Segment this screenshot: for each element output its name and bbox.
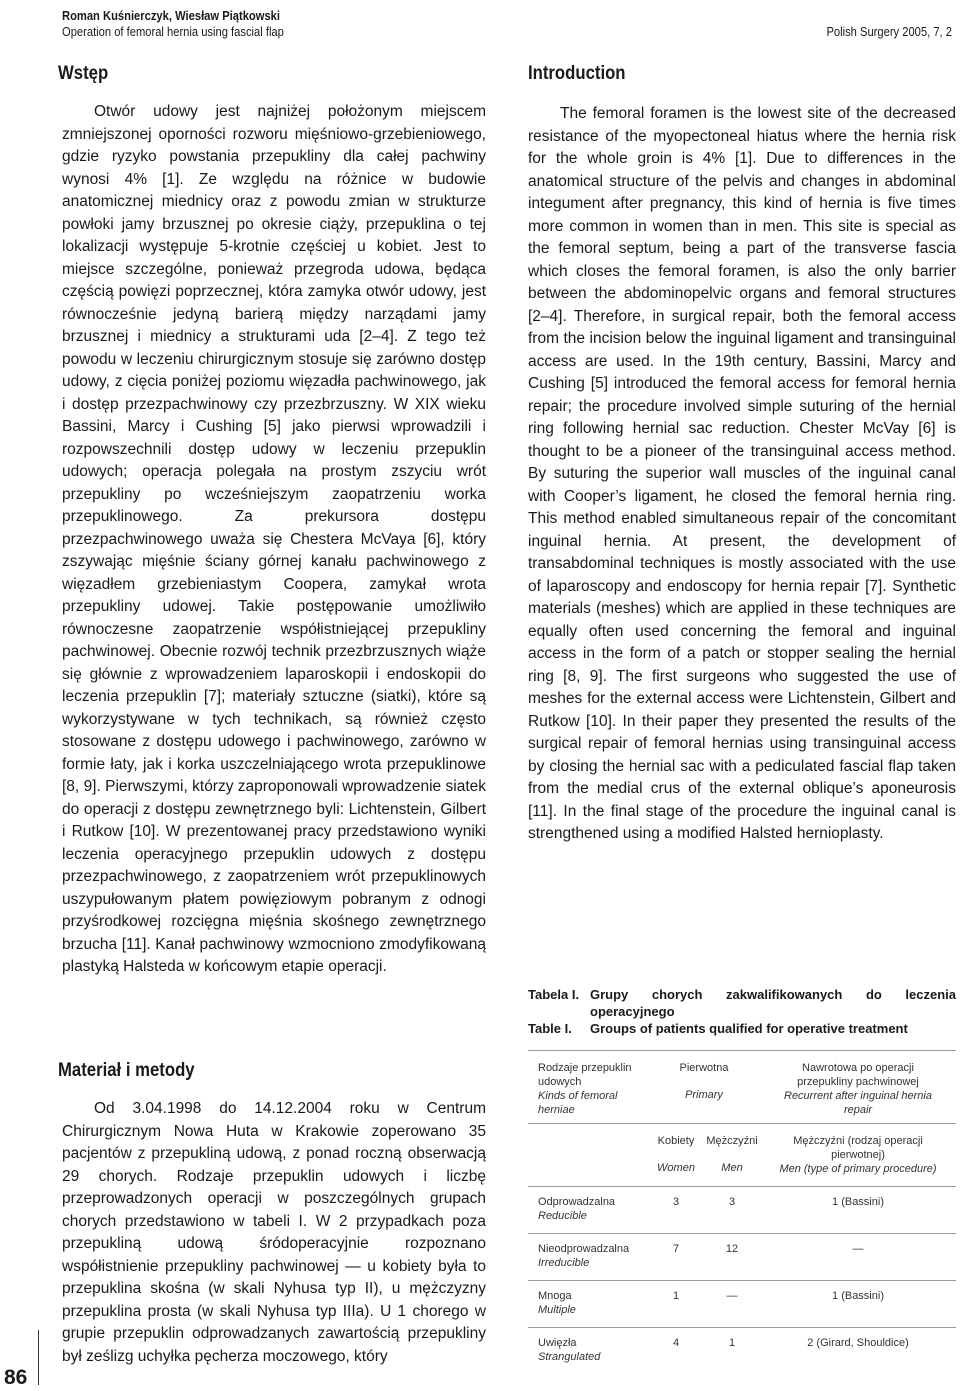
paragraph: Od 3.04.1998 do 14.12.2004 roku w Centrum Chirurgicznym Nowa Huta w Krakowie zoperowano 35 pacjentów z przepukliną udową, z ponad roczną obserwacją 29 chorych. Rodzaje przepuklin udowych i liczbę przeprowadzonych operacji w poszczególnych grupach chorych przedstawiono w tabeli I. W 2 przypadkach poza przepukliną udową śródoperacyjnie rozpoznano współistnienie przepukliny pachwinowej — u kobiety była to przepuklina skośna (w skali Nyhusa typ II), u mężczyzny przepuklina prosta (w skali Nyhusa typ IIIa). U 1 chorego w grupie przepuklin odprowadzanych zawartością przepukliny był ześlizg uchyłka pęcherza moczowego, który: [62, 1100, 486, 1365]
row-women: 7: [672, 1243, 680, 1255]
header-men: [704, 1134, 760, 1175]
row-recurrent: —: [852, 1243, 864, 1255]
table-header-row: [528, 1050, 956, 1123]
row-men: 12: [725, 1243, 739, 1255]
header-authors: Roman Kuśnierczyk, Wiesław Piątkowski: [62, 8, 280, 23]
row-women: 4: [672, 1337, 680, 1349]
row-kind-en: Multiple: [538, 1304, 576, 1316]
caption-text-pl: Grupy chorych zakwalifikowanych do leczenia operacyjnego: [590, 987, 956, 1019]
header-women-pl: Kobiety: [657, 1135, 695, 1147]
header-title: Operation of femoral hernia using fascial flap: [62, 24, 284, 39]
row-recurrent: 1 (Bassini): [832, 1196, 884, 1208]
header-primary-en: Primary: [685, 1089, 723, 1101]
row-kind: [538, 1195, 648, 1223]
paragraph: Otwór udowy jest najniżej położonym miejscem zmniejszonej oporności rozworu mięśniowo-grzebieniowego, gdzie ryzyko powstania przepukliny dla całej pachwiny wynosi 4% [1]. Ze względu na różnice w budowie anatomicznej miednicy oraz z powodu zmian w strukturze powłoki jamy brzusznej po okresie ciąży, przepuklina o tej lokalizacji występuje 5-krotnie częściej u kobiet. Jest to miejsce szczególne, ponieważ przegroda udowa, będąca częścią powięzi poprzecznej, która zamyka otwór udowy, jest równocześnie jedyną barierą między narządami jamy brzusznej i miednicy a strukturami uda [2–4]. Z tego też powodu w leczeniu chirurgicznym stosuje się zarówno dostęp udowy, z cięcia poniżej poziomu więzadła pachwinowego, jak i dostęp przezpachwinowy czy przezbrzuszny. W XIX wieku Bassini, Marcy i Cushing [5] jako pierwsi wprowadzili i rozpowszechnili dostęp udowy w leczeniu przepuklin udowych; operacja polegała na prostym zszyciu wrót przepukliny po wcześniejszym zaopatrzeniu worka przepuklinowego. Za prekursora dostępu przezpachwinowego uważa się Chestera McVaya [6], który zszywając mięśnie ściany górnej kanału pachwinowego z więzadłem grzebieniastym Coopera, zamykał wrota przepukliny udowej. Takie postępowanie umożliwiło równoczesne zaopatrzenie współistniejącej przepukliny pachwinowej. Obecnie rozwój technik przezbrzusznych wiąże się głównie z wprowadzeniem laparoskopii i endoskopii do leczenia przepuklin [7]; materiały sztuczne (siatki), które są wykorzystywane w tych technikach, są również często stosowane z dostępu udowego i pachwinowego, zarówno w formie łaty, jak i korka uszczelniającego wrota przepuklinowe [8, 9]. Pierwszymi, którzy zaproponowali wprowadzenie siatek do operacji z dostępu zewnętrznego byli: Lichtenstein, Gilbert i Rutkow [10]. W prezentowanej pracy przedstawiono wyniki leczenia operacyjnego przepuklin udowych z dostępu przezpachwinowego, z zaopatrzeniem wrót przepuklinowych uszypułowanym płatem powięziowym pobranym z odnogi przyśrodkowej rozcięgna mięśnia skośnego zewnętrznego brzucha [11]. Kanał pachwinowy wzmocniono zmodyfikowaną plastyką Halsteda w końcowym etapie operacji.: [62, 103, 486, 975]
header-men-type-en: Men (type of primary procedure): [779, 1163, 937, 1175]
english-intro-text: [528, 103, 956, 846]
row-kind-en: Strangulated: [538, 1351, 601, 1363]
row-men: 3: [728, 1196, 736, 1208]
caption-label-pl: Tabela I.: [528, 987, 580, 1002]
table-row: [528, 1186, 956, 1233]
row-kind: [538, 1336, 648, 1364]
section-heading-wstep: Wstęp: [58, 63, 109, 84]
row-men: 1: [728, 1337, 736, 1349]
header-women: [648, 1134, 704, 1175]
table-caption: [528, 986, 956, 1037]
header-recurrent-pl: Nawrotowa po operacji przepukliny pachwinowej: [797, 1062, 919, 1088]
row-kind-pl: Uwięzła: [538, 1337, 577, 1349]
table-row: [528, 1233, 956, 1280]
row-kind-pl: Odprowadzalna: [538, 1196, 616, 1208]
caption-text-en: Groups of patients qualified for operative treatment: [590, 1021, 908, 1036]
header-kinds-pl: Rodzaje przepuklin udowych: [538, 1062, 632, 1088]
row-kind-en: Irreducible: [538, 1257, 590, 1269]
row-women: 3: [672, 1196, 680, 1208]
header-kinds-en: Kinds of femoral herniae: [538, 1090, 618, 1116]
row-women: 1: [672, 1290, 680, 1302]
row-kind-pl: Nieodprowadzalna: [538, 1243, 630, 1255]
header-recurrent-en: Recurrent after inguinal hernia repair: [784, 1090, 932, 1116]
row-kind: [538, 1242, 648, 1270]
header-recurrent: [760, 1061, 956, 1117]
row-kind-pl: Mnoga: [538, 1290, 572, 1302]
header-men-pl: Mężczyźni: [706, 1135, 758, 1147]
section-heading-introduction: Introduction: [528, 63, 626, 84]
polish-methods-text: [62, 1098, 486, 1368]
caption-label-en: Table I.: [528, 1021, 572, 1036]
header-men-en: Men: [721, 1162, 743, 1174]
header-journal: Polish Surgery 2005, 7, 2: [826, 24, 952, 39]
header-primary: [648, 1061, 760, 1102]
header-primary-pl: Pierwotna: [679, 1062, 729, 1074]
header-men-type: [760, 1134, 956, 1176]
row-kind: [538, 1289, 648, 1317]
page-number: 86: [4, 1366, 28, 1389]
section-heading-material: Materiał i metody: [58, 1060, 195, 1081]
row-kind-en: Reducible: [538, 1210, 587, 1222]
row-men: —: [726, 1290, 738, 1302]
page-number-rule: [38, 1330, 39, 1385]
row-recurrent: 1 (Bassini): [832, 1290, 884, 1302]
table-row: [528, 1327, 956, 1374]
running-header: [62, 8, 284, 40]
paragraph: The femoral foramen is the lowest site of the decreased resistance of the myopectoneal hiatus where the hernia risk for the whole groin is 4% [1]. Due to differences in the anatomical structure of the pelvis and changes in abdominal integument after pregnancy, this kind of hernia is five times more common in women than in men. This site is special as the femoral septum, being a part of the transverse fascia which closes the femoral foramen, is also the only barrier between the abdominopelvic organs and femoral structures [2–4]. Therefore, in surgical repair, both the femoral access from the incision below the inguinal ligament and transinguinal access are used. In the 19th century, Bassini, Marcy and Cushing [5] introduced the femoral access for femoral hernia repair; the procedure involved simple suturing of the hernial ring following hernial sac reduction. Chester McVay [6] is thought to be a pioneer of the transinguinal access method. By suturing the superior wall muscles of the inguinal canal with Cooper’s ligament, he closed the femoral hernia ring. This method enabled simultaneous repair of the concomitant inguinal hernia. At present, the development of transabdominal techniques is mostly associated with the use of laparoscopy and endoscopy for hernia repair [7]. Synthetic materials (meshes) which are applied in these techniques are equally often used concerning the femoral and inguinal access in the form of a patch or stopper sealing the hernial ring [8, 9]. The first surgeons who suggested the use of meshes for the external access were Lichtenstein, Gilbert and Rutkow [10]. In their paper they presented the results of the surgical repair of femoral hernias using transinguinal access by closing the hernial sac with a pediculated fascial flap taken from the medial crus of the external oblique’s aponeurosis [11]. In the final stage of the procedure the inguinal canal is strengthened using a modified Halsted hernioplasty.: [528, 105, 956, 842]
table-subheader-row: [528, 1123, 956, 1186]
header-kinds: [538, 1061, 648, 1117]
header-women-en: Women: [657, 1162, 695, 1174]
row-recurrent: 2 (Girard, Shouldice): [807, 1337, 909, 1349]
table-row: [528, 1280, 956, 1327]
polish-intro-text: [62, 101, 486, 979]
header-men-type-pl: Mężczyźni (rodzaj operacji pierwotnej): [793, 1135, 923, 1161]
